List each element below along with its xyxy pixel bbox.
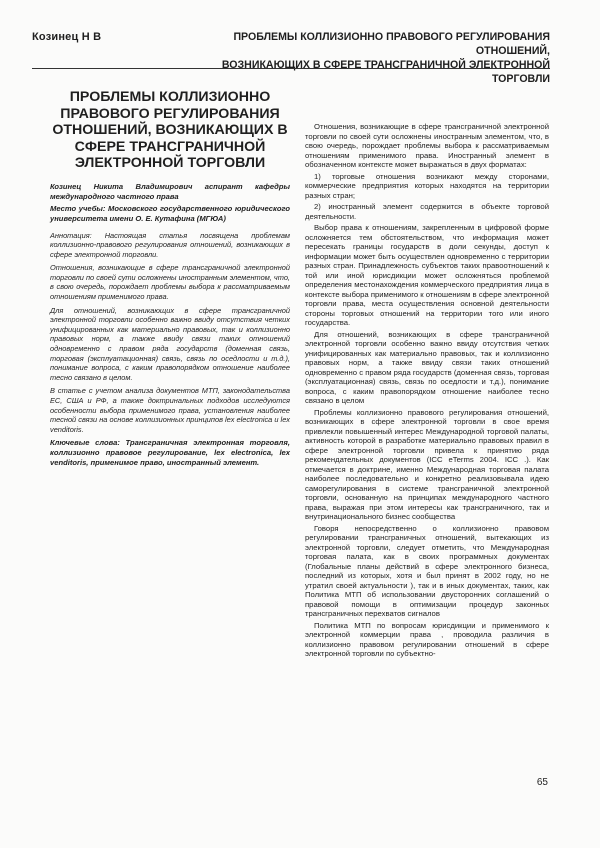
body-paragraph: Для отношений, возникающих в сфере трансграничной электронной торговли особенно важно ввиду отсутствия четких унифицированных как материально правовых, так и коллизионно правовых норм, а также ввиду связи таких отношений одновременно с правом ряда государств (доменная связь, торговая (эксплуатационная) связь, связь по оседлости и т.д.), понимание вопроса, с каким правопорядком отношение наиболее тесно связано в целом — [305, 329, 549, 405]
body-paragraph: Говоря непосредственно о коллизионно правовом регулировании трансграничных отношений, вытекающих из электронной торговли, следует отметить, что Международная торговая палата, как в своих программных документах (Глобальные планы действий в сфере электронного бизнеса, последний из которых, хотя и был принят в 2002 году, но не утратил своей актуальности ), так и в иных документах, таких, как Политика МТП об использовании двусторонних соглашений о правовой помощи в оптимизации процедур законных трансграничных перехватов сигналов — [305, 523, 549, 618]
article-title: ПРОБЛЕМЫ КОЛЛИЗИОННО ПРАВОВОГО РЕГУЛИРОВАНИЯ ОТНОШЕНИЙ, ВОЗНИКАЮЩИХ В СФЕРЕ ТРАНСГРАНИЧНОЙ ЭЛЕКТРОННОЙ ТОРГОВЛИ — [52, 89, 288, 171]
running-header-title-line: ПРОБЛЕМЫ КОЛЛИЗИОННО ПРАВОВОГО РЕГУЛИРОВАНИЯ ОТНОШЕНИЙ, — [233, 31, 550, 57]
body-paragraph: Выбор права к отношениям, закрепленным в цифровой форме осложняется тем обстоятельством, что информация может пересекать границы государств в доли секунды, доступ к информации может быть осуществлен одновременно с территории разных стран. Принадлежность субъектов таких правоотношений к той или иной юрисдикции может осложняться проблемой определения местонахождения коммерческого предприятия лица в контексте выбора применимого к отношениям в сфере электронной торговли права, места осуществления основной деятельности стороны торговых отношений на территории того или иного государства. — [305, 223, 549, 327]
body-paragraph: 1) торговые отношения возникают между сторонами, коммерческие предприятия которых находятся на территории разных стран; — [305, 171, 549, 200]
running-header-title-line: ВОЗНИКАЮЩИХ В СФЕРЕ ТРАНСГРАНИЧНОЙ ЭЛЕКТРОННОЙ ТОРГОВЛИ — [221, 59, 550, 85]
abstract-block — [50, 231, 290, 435]
body-paragraph: Отношения, возникающие в сфере трансграничной электронной торговли по своей сути осложнены иностранным элементом, что, в свою очередь, порождает проблемы выбора к рассматриваемым отношениям применимого права. Иностранный элемент в обозначенном контексте может выражаться в двух форматах: — [305, 122, 549, 169]
abstract-paragraph: Аннотация: Настоящая статья посвящена проблемам коллизионно-правового регулирования отношений, возникающих в сфере электронной торговли. — [50, 230, 290, 259]
header-divider — [32, 68, 550, 69]
page-number: 65 — [536, 777, 548, 788]
keywords: Ключевые слова: Трансграничная электронная торговля, коллизионно правовое регулирование, lex electronica, lex venditoris, применимое право, иностранный элемент. — [50, 438, 290, 467]
abstract-paragraph: Отношения, возникающие в сфере трансграничной электронной торговли по своей сути осложнены иностранным элементом, что, в свою очередь, порождает проблемы выбора к рассматриваемым отношениям применимого права. — [50, 263, 290, 302]
author-line: Козинец Никита Владимирович аспирант кафедры международного частного права — [50, 181, 290, 201]
running-header-title — [178, 30, 550, 86]
author-affiliation: Место учебы: Московского государственного юридического университета имени О. Е. Кутафина (МГЮА) — [50, 203, 290, 223]
abstract-paragraph: Для отношений, возникающих в сфере трансграничной электронной торговли особенно важно ввиду отсутствия четких унифицированных как материально правовых, так и коллизионно правовых норм, а также ввиду связи таких отношений одновременно с правом ряда государств (доменная связь, торговая (эксплуатационная) связь, связь по оседлости и т.д.), понимание вопроса, с каким правопорядком отношение наиболее тесно связано в целом. — [50, 305, 290, 382]
body-paragraph: Политика МТП по вопросам юрисдикции и применимого к электронной коммерции права , проводила различия в коллизионно правовом регулировании отношений в сфере электронной торговли по субъектно- — [305, 620, 549, 658]
running-header-author: Козинец Н В — [32, 31, 102, 43]
body-paragraph: 2) иностранный элемент содержится в объекте торговой деятельности. — [305, 202, 549, 221]
body-paragraph: Проблемы коллизионно правового регулирования отношений, возникающих в сфере электронной торговли в свое время привлекли повышенный интерес Международной торговой палаты, активность которой в разработке материально правовых правил в сфере электронной торговли привела к принятию ряда рекомендательных документов (ICC eTerms 2004. ICC .). Как отмечается в доктрине, именно Международная торговая палата наиболее последовательно и конкретно реализовывала идею саморегулирования в системе трансграничной электронной торговли, основанную на принципах международного частного права, выражая при этом интересы как трансграничного, так и внутринационального бизнес сообщества — [305, 407, 549, 521]
right-column — [305, 122, 549, 661]
left-column — [50, 89, 290, 468]
abstract-paragraph: В статье с учетом анализа документов МТП, законодательства ЕС, США и РФ, а также доктринальных подходов исследуются особенности выбора применимого права, установления наиболее тесной связи на основе коллизионных принципов lex electronica и lex venditoris. — [50, 386, 290, 434]
